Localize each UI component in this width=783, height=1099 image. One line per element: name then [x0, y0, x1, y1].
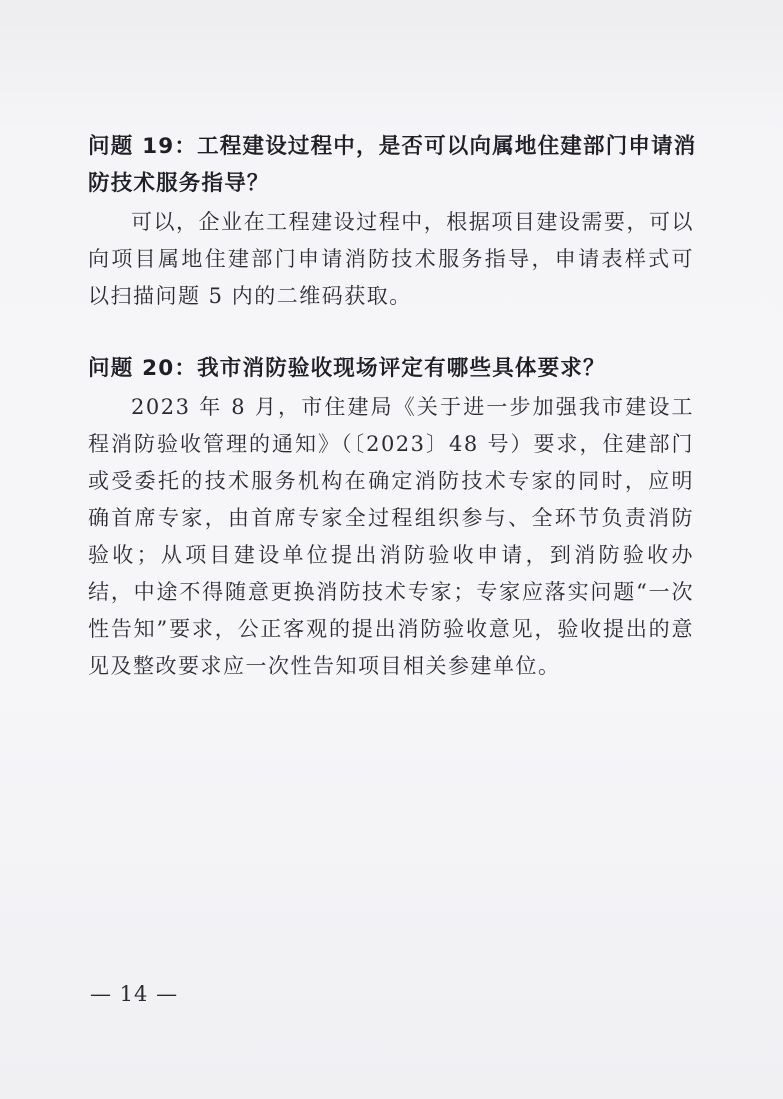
section-heading-q20: 问题 20：我市消防验收现场评定有哪些具体要求？: [88, 356, 606, 381]
page-number: — 14 —: [90, 982, 179, 1006]
section-body-q19: 可以，企业在工程建设过程中，根据项目建设需要，可以向项目属地住建部门申请消防技术服务指导，申请表样式可以扫描问题 5 内的二维码获取。: [88, 210, 694, 308]
section-body-q20: 2023 年 8 月，市住建局《关于进一步加强我市建设工程消防验收管理的通知》（〔2023〕48 号）要求，住建部门或受委托的技术服务机构在确定消防技术专家的同时，应明确首席专家，由首席专家全过程组织参与、全环节负责消防验收；从项目建设单位提出消防验收申请，到消防验收办结，中途不得随意更换消防技术专家；专家应落实问题“一次性告知”要求，公正客观的提出消防验收意见，验收提出的意见及整改要求应一次性告知项目相关参建单位。: [88, 395, 694, 678]
section-heading-q19: 问题 19：工程建设过程中，是否可以向属地住建部门申请消防技术服务指导？: [88, 134, 697, 196]
